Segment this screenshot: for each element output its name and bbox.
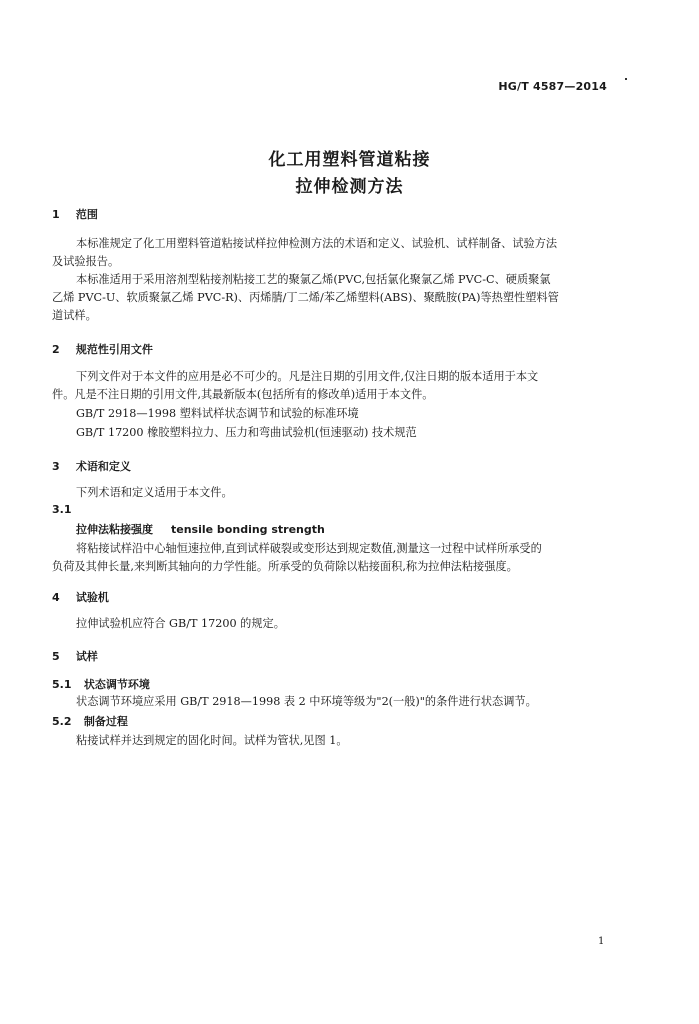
section-number: 1 (52, 208, 60, 221)
term-chinese: 拉伸法粘接强度 (76, 523, 153, 536)
paragraph-line: 粘接试样并达到规定的固化时间。试样为管状,见图 1。 (76, 734, 348, 747)
section-number: 2 (52, 343, 60, 356)
section-title: 规范性引用文件 (75, 343, 153, 356)
subsection-5-1-heading (52, 676, 150, 692)
paragraph-line: 下列术语和定义适用于本文件。 (76, 486, 233, 499)
paragraph-line: 件。凡是不注日期的引用文件,其最新版本(包括所有的修改单)适用于本文件。 (52, 388, 434, 401)
paragraph-line: 及试验报告。 (52, 255, 120, 268)
section-title: 试样 (75, 650, 98, 663)
section-4-heading (52, 589, 109, 605)
paragraph-line: 本标准规定了化工用塑料管道粘接试样拉伸检测方法的术语和定义、试验机、试样制备、试验方法 (76, 237, 558, 250)
definition-line: 负荷及其伸长量,来判断其轴向的力学性能。所承受的负荷除以粘接面积,称为拉伸法粘接强度。 (52, 560, 518, 573)
paragraph-line: 状态调节环境应采用 GB/T 2918—1998 表 2 中环境等级为"2(一般)"的条件进行状态调节。 (76, 695, 537, 708)
term-english: tensile bonding strength (171, 523, 325, 536)
normative-reference-2: GB/T 17200 橡胶塑料拉力、压力和弯曲试验机(恒速驱动) 技术规范 (76, 426, 417, 439)
section-2-heading (52, 341, 153, 357)
section-title: 术语和定义 (75, 460, 131, 473)
title-line-1: 化工用塑料管道粘接 (268, 150, 431, 170)
subsection-title: 制备过程 (83, 715, 128, 728)
normative-reference-1: GB/T 2918—1998 塑料试样状态调节和试验的标准环境 (76, 407, 359, 420)
page-number: 1 (598, 936, 605, 947)
section-number: 4 (52, 591, 60, 604)
section-1-heading (52, 206, 98, 222)
paragraph-line: 乙烯 PVC-U、软质聚氯乙烯 PVC-R)、丙烯腈/丁二烯/苯乙烯塑料(ABS)、聚酰胺(PA)等热塑性塑料管 (52, 291, 559, 304)
section-number: 5 (52, 650, 60, 663)
subsection-5-2-heading (52, 713, 128, 729)
section-5-heading (52, 648, 98, 664)
section-3-heading (52, 458, 131, 474)
paragraph-line: 道试样。 (52, 309, 97, 322)
title-line-2: 拉伸检测方法 (295, 177, 404, 197)
section-title: 试验机 (75, 591, 109, 604)
scan-mark (625, 78, 627, 80)
standard-code: HG/T 4587—2014 (498, 80, 607, 93)
subsection-number: 5.1 (52, 678, 72, 691)
section-title: 范围 (75, 208, 98, 221)
subsection-title: 状态调节环境 (83, 678, 150, 691)
paragraph-line: 本标准适用于采用溶剂型粘接剂粘接工艺的聚氯乙烯(PVC,包括氯化聚氯乙烯 PVC-C、硬质聚氯 (76, 273, 551, 286)
subsection-number: 5.2 (52, 715, 72, 728)
paragraph-line: 下列文件对于本文件的应用是必不可少的。凡是注日期的引用文件,仅注日期的版本适用于本文 (76, 370, 539, 383)
definition-line: 将粘接试样沿中心轴恒速拉伸,直到试样破裂或变形达到规定数值,测量这一过程中试样所承受的 (76, 542, 542, 555)
section-number: 3 (52, 460, 60, 473)
term-entry (76, 521, 325, 537)
paragraph-line: 拉伸试验机应符合 GB/T 17200 的规定。 (76, 617, 285, 630)
subsection-3-1-number: 3.1 (52, 503, 72, 516)
